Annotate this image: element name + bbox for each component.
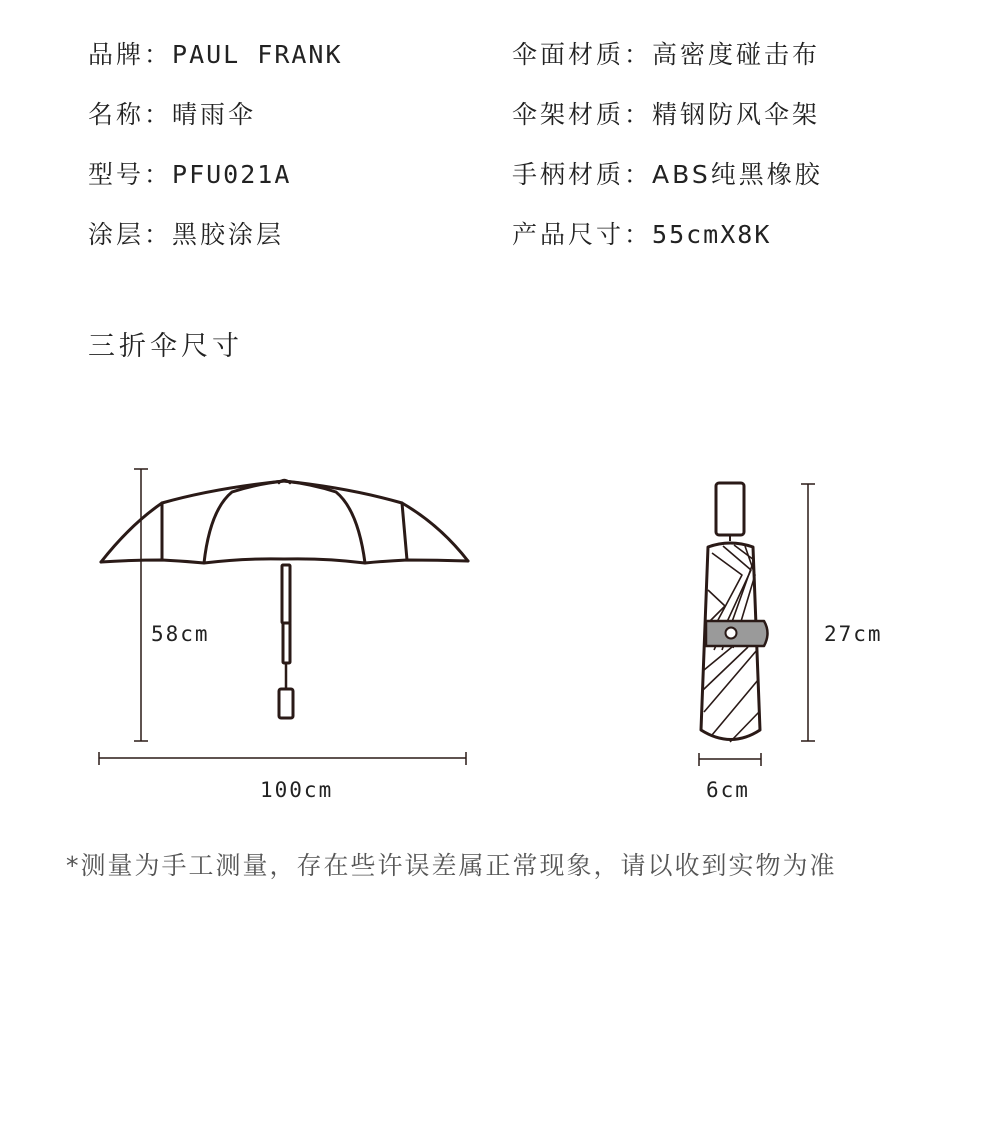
spec-brand-value: PAUL FRANK (172, 40, 343, 69)
canopy-scallops (101, 559, 468, 563)
folded-width-label: 6cm (706, 778, 750, 802)
spec-coating-label: 涂层： (88, 220, 173, 249)
spec-canopy-material-value: 高密度碰击布 (652, 40, 821, 69)
folded-umbrella-icon (701, 483, 768, 742)
spec-name-label: 名称： (88, 100, 173, 129)
spec-coating-value: 黑胶涂层 (172, 220, 285, 249)
folded-umbrella-handle (716, 483, 744, 535)
measurement-note: *测量为手工测量，存在些许误差属正常现象，请以收到实物为准 (66, 851, 837, 880)
open-height-label: 58cm (151, 622, 210, 646)
umbrella-shaft-upper (282, 565, 290, 623)
section-title: 三折伞尺寸 (88, 331, 243, 362)
spec-model-label: 型号： (88, 160, 173, 189)
canopy-rib (204, 481, 284, 563)
umbrella-shaft-lower (283, 623, 290, 663)
strap-button (726, 628, 737, 639)
spec-model-value: PFU021A (172, 160, 292, 189)
canopy-outline (101, 481, 468, 562)
umbrella-handle (279, 689, 293, 718)
canopy-rib (284, 481, 365, 563)
canopy-rib (402, 503, 407, 560)
spec-handle-material-value: ABS纯黑橡胶 (652, 160, 823, 189)
spec-canopy-material-label: 伞面材质： (512, 40, 653, 69)
spec-brand-label: 品牌： (88, 40, 173, 69)
open-width-label: 100cm (260, 778, 334, 802)
spec-frame-material-label: 伞架材质： (512, 100, 653, 129)
spec-frame-material-value: 精钢防风伞架 (652, 100, 821, 129)
folded-length-label: 27cm (824, 622, 883, 646)
open-umbrella-icon (101, 480, 468, 718)
spec-product-size-label: 产品尺寸： (512, 220, 653, 249)
spec-name-value: 晴雨伞 (172, 100, 257, 129)
spec-product-size-value: 55cmX8K (652, 220, 772, 249)
spec-handle-material-label: 手柄材质： (512, 160, 653, 189)
